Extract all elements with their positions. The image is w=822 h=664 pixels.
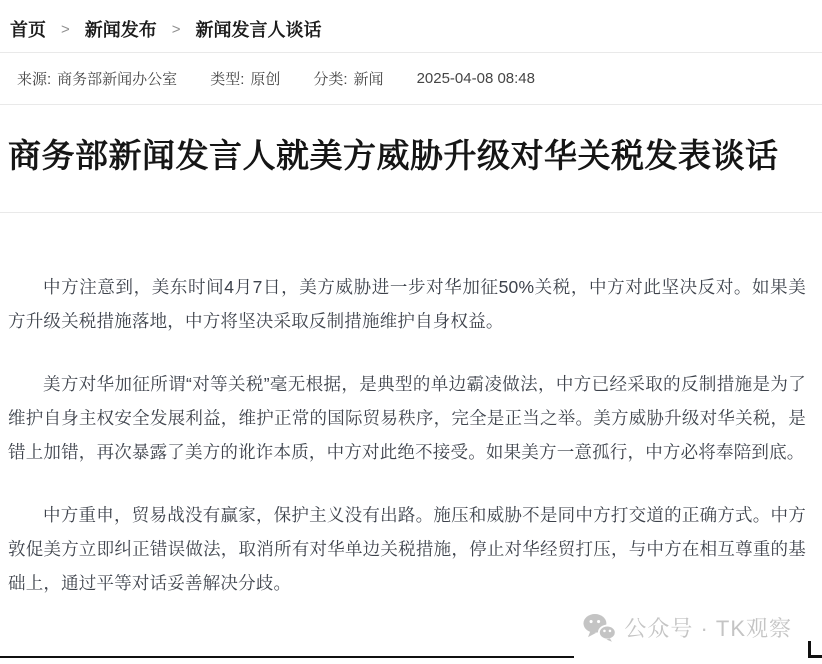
meta-type <box>210 68 280 89</box>
meta-category-label: 分类: <box>313 71 348 88</box>
breadcrumb-separator-icon: > <box>171 20 181 38</box>
meta-source <box>17 68 177 89</box>
breadcrumb <box>0 0 822 42</box>
article-meta <box>0 53 822 104</box>
breadcrumb-separator-icon: > <box>61 20 70 38</box>
breadcrumb-item-news-release[interactable]: 新闻发布 <box>84 20 157 40</box>
meta-datetime: 2025-04-08 08:48 <box>416 70 535 87</box>
breadcrumb-item-spokesperson-remarks[interactable]: 新闻发言人谈话 <box>195 20 322 40</box>
breadcrumb-item-home[interactable]: 首页 <box>10 20 46 40</box>
cropped-element-corner <box>808 641 822 658</box>
article-paragraph: 中方注意到，美东时间4月7日，美方威胁进一步对华加征50%关税，中方对此坚决反对。如果美方升级关税措施落地，中方将坚决采取反制措施维护自身权益。 <box>8 277 806 331</box>
cropped-element-top-border <box>0 656 574 658</box>
article-body <box>0 213 822 600</box>
meta-type-label: 类型: <box>210 71 245 88</box>
meta-type-value: 原创 <box>250 71 281 88</box>
article-paragraph: 中方重申，贸易战没有赢家，保护主义没有出路。施压和威胁不是同中方打交道的正确方式。中方敦促美方立即纠正错误做法，取消所有对华单边关税措施，停止对华经贸打压，与中方在相互尊重的基础上，通过平等对话妥善解决分歧。 <box>8 505 806 593</box>
meta-category <box>313 68 383 89</box>
watermark-text: 公众号 · TK观察 <box>624 616 792 641</box>
watermark <box>583 612 792 643</box>
wechat-icon <box>583 613 616 642</box>
page-title: 商务部新闻发言人就美方威胁升级对华关税发表谈话 <box>8 137 779 174</box>
divider <box>0 104 822 105</box>
meta-source-value: 商务部新闻办公室 <box>57 71 178 88</box>
meta-category-value: 新闻 <box>353 71 384 88</box>
meta-source-label: 来源: <box>17 71 52 88</box>
article-paragraph: 美方对华加征所谓“对等关税”毫无根据，是典型的单边霸凌做法，中方已经采取的反制措施是为了维护自身主权安全发展利益，维护正常的国际贸易秩序，完全是正当之举。美方威胁升级对华关税，是错上加错，再次暴露了美方的讹诈本质，中方对此绝不接受。如果美方一意孤行，中方必将奉陪到底。 <box>8 374 806 462</box>
